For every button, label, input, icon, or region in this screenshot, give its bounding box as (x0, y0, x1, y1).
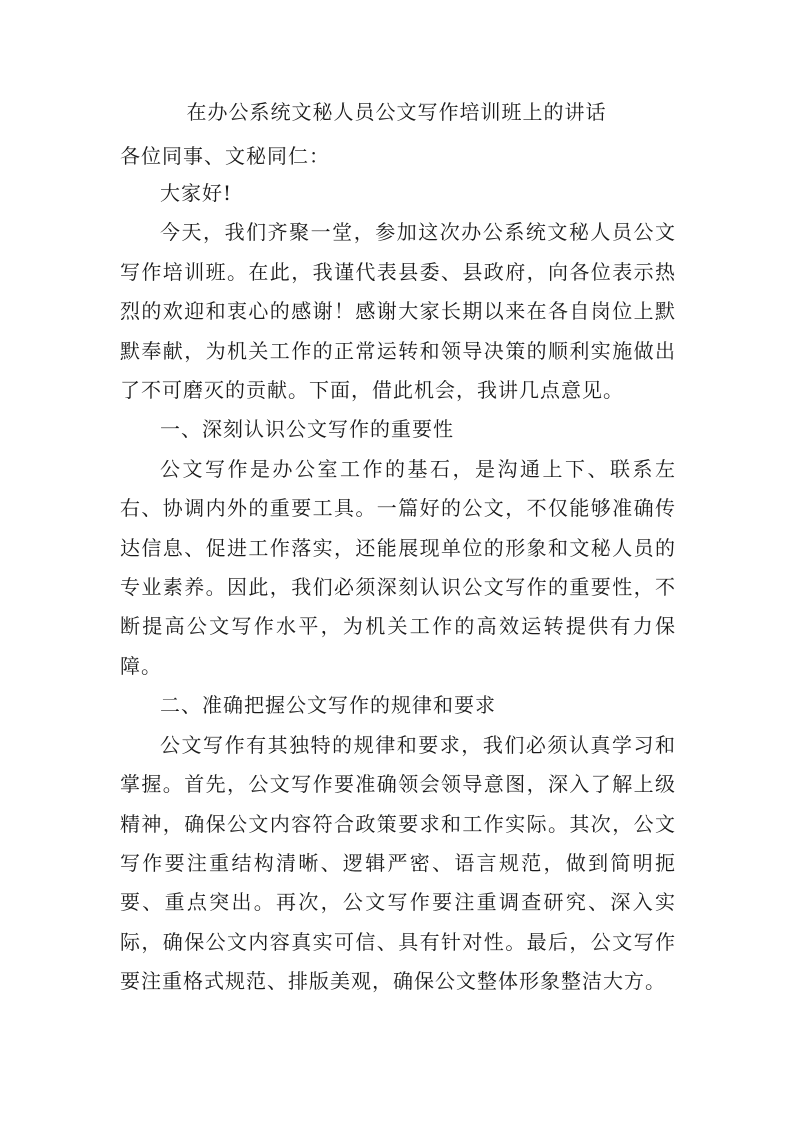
section-heading-2: 二、准确把握公文写作的规律和要求 (160, 693, 496, 718)
salutation: 各位同事、文秘同仁： (120, 144, 330, 168)
document-body (120, 174, 676, 1002)
body-paragraph-section-2: 公文写作有其独特的规律和要求，我们必须认真学习和掌握。首先，公文写作要准确领会领导意图，深入了解上级精神，确保公文内容符合政策要求和工作实际。其次，公文写作要注重结构清晰、逻辑严密、语言规范，做到简明扼要、重点突出。再次，公文写作要注重调查研究、深入实际，确保公文内容真实可信、具有针对性。最后，公文写作要注重格式规范、排版美观，确保公文整体形象整洁大方。 (120, 732, 676, 994)
body-paragraph-section-1: 公文写作是办公室工作的基石，是沟通上下、联系左右、协调内外的重要工具。一篇好的公文，不仅能够准确传达信息、促进工作落实，还能展现单位的形象和文秘人员的专业素养。因此，我们必须深刻认识公文写作的重要性，不断提高公文写作水平，为机关工作的高效运转提供有力保障。 (120, 456, 676, 678)
document-title: 在办公系统文秘人员公文写作培训班上的讲话 (186, 100, 607, 124)
greeting: 大家好! (160, 181, 233, 205)
section-heading-1: 一、深刻认识公文写作的重要性 (160, 417, 454, 442)
body-paragraph-intro: 今天，我们齐聚一堂，参加这次办公系统文秘人员公文写作培训班。在此，我谨代表县委、县政府，向各位表示热烈的欢迎和衷心的感谢！感谢大家长期以来在各自岗位上默默奉献，为机关工作的正常运转和领导决策的顺利实施做出了不可磨灭的贡献。下面，借此机会，我讲几点意见。 (120, 220, 676, 403)
